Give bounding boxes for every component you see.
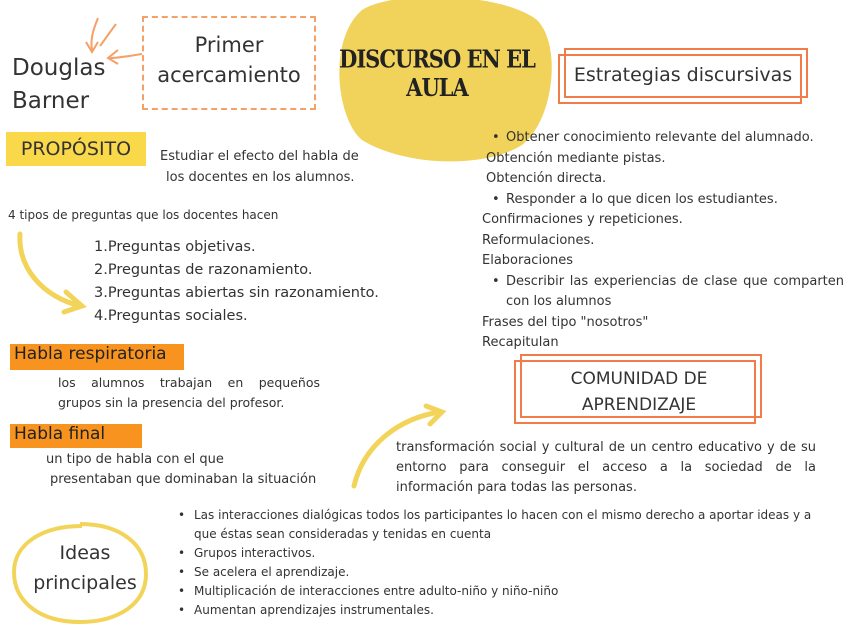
list-item: • Se acelera el aprendizaje. [176,563,828,582]
list-item: Frases del tipo "nosotros" [482,314,649,330]
list-item: 1.Preguntas objetivas. [94,239,256,255]
author-first-name: Douglas [12,55,106,81]
ideas-line2: principales [33,572,137,594]
arrow-doodle-icon [80,14,150,74]
primer-line1: Primer [194,33,264,57]
list-item: • Las interacciones dialógicas todos los participantes lo hacen con el mismo derecho a aportar ideas y a que éstas sean consideradas y tenidas en cuenta [176,506,828,544]
list-item: 2.Preguntas de razonamiento. [94,262,313,278]
preguntas-list [94,236,379,328]
list-item: Recapitulan [482,335,559,350]
list-item: Obtención directa. [486,171,607,186]
habla-final-line2: presentaban que dominaban la situación [50,472,317,487]
primer-acercamiento-label [142,30,316,90]
estrategias-heading: Estrategias discursivas [573,64,793,86]
primer-line2: acercamiento [157,63,301,87]
proposito-line2: los docentes en los alumnos. [166,170,355,185]
ideas-heading [30,538,140,598]
habla-final-text [46,450,336,490]
list-item: 4.Preguntas sociales. [94,308,248,324]
page-title: DISCURSO EN EL AULA [339,44,535,102]
list-item: • Multiplicación de interacciones entre adulto-niño y niño-niño [176,582,828,601]
habla-respiratoria-label: Habla respiratoria [10,344,184,370]
proposito-line1: Estudiar el efecto del habla de [160,149,359,164]
curved-arrow-icon [8,228,92,312]
list-item: Obtención mediante pistas. [486,150,666,166]
preguntas-intro: 4 tipos de preguntas que los docentes hacen [8,208,279,222]
author-last-name: Barner [12,88,90,114]
list-item: Elaboraciones [482,253,574,268]
estrategias-list [482,128,844,354]
ideas-line1: Ideas [59,542,111,564]
habla-final-label: Habla final [10,424,142,448]
list-item: • Obtener conocimiento relevante del alumnado. [482,128,844,149]
ideas-list [176,506,828,620]
list-item: • Grupos interactivos. [176,544,828,563]
list-item: • Describir las experiencias de clase que comparten con los alumnos [482,272,844,313]
comunidad-line2: APRENDIZAJE [581,395,697,415]
list-item: • Aumentan aprendizajes instrumentales. [176,601,828,620]
comunidad-line1: COMUNIDAD DE [570,369,708,389]
list-item: Confirmaciones y repeticiones. [482,212,683,227]
habla-final-line1: un tipo de habla con el que [46,452,224,467]
proposito-text [160,146,380,188]
list-item: • Responder a lo que dicen los estudiantes. [482,190,844,211]
comunidad-heading [514,366,764,418]
habla-respiratoria-text: los alumnos trabajan en pequeños grupos sin la presencia del profesor. [58,375,320,410]
list-item: 3.Preguntas abiertas sin razonamiento. [94,285,379,301]
list-item: Reformulaciones. [482,232,595,248]
proposito-label: PROPÓSITO [6,132,146,166]
comunidad-text: transformación social y cultural de un centro educativo y de su entorno para conseguir el acceso a la sociedad de la información para todas las personas. [396,440,816,495]
